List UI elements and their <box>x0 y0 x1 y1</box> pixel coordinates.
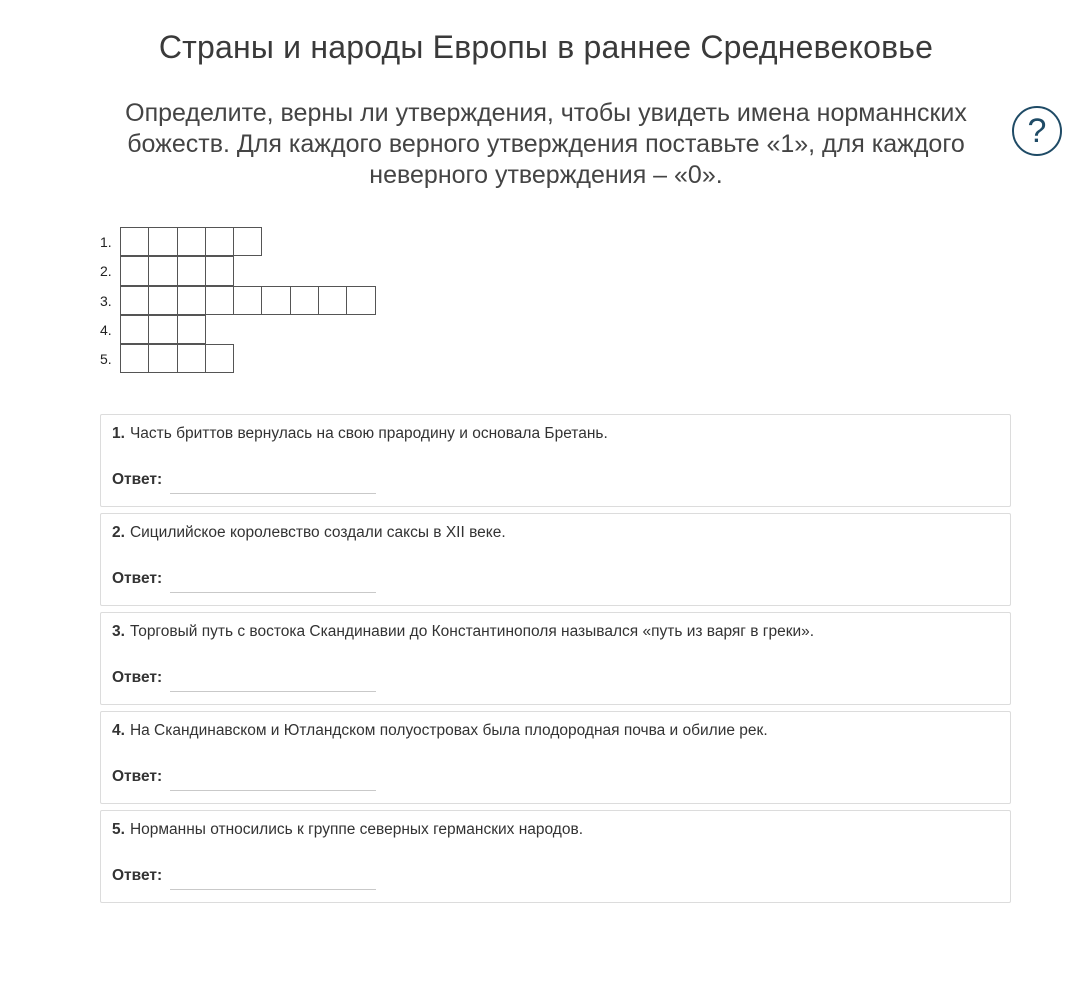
grid-cells <box>120 286 375 315</box>
grid-cell <box>120 227 149 256</box>
grid-cell <box>233 286 262 315</box>
question-text <box>112 821 583 839</box>
answer-input-5[interactable] <box>170 866 376 890</box>
page-title: Страны и народы Европы в раннее Средневековье <box>158 29 934 66</box>
grid-cell <box>177 286 206 315</box>
question-card-4 <box>100 711 1011 804</box>
grid-cell <box>346 286 375 315</box>
question-text <box>112 623 814 641</box>
grid-cell <box>120 315 149 344</box>
grid-row-label: 4. <box>100 321 112 338</box>
grid-cell <box>233 227 262 256</box>
grid-cell <box>205 286 234 315</box>
grid-cells <box>120 344 233 373</box>
grid-cell <box>205 256 234 285</box>
answer-label: Ответ: <box>112 471 163 488</box>
grid-row-label: 5. <box>100 351 112 368</box>
question-list <box>100 414 1011 909</box>
grid-cell <box>120 256 149 285</box>
question-statement: Часть бриттов вернулась на свою прародину и основала Бретань. <box>129 425 608 442</box>
grid-cell <box>148 344 177 373</box>
question-number: 5. <box>112 821 125 838</box>
grid-cells <box>120 227 261 256</box>
grid-cell <box>120 286 149 315</box>
grid-cell <box>261 286 290 315</box>
answer-input-4[interactable] <box>170 767 376 791</box>
question-statement: Торговый путь с востока Скандинавии до Константинополя назывался «путь из варяг в греки». <box>129 623 815 640</box>
answer-label: Ответ: <box>112 867 163 884</box>
grid-cell <box>177 315 206 344</box>
question-card-5 <box>100 810 1011 903</box>
question-statement: На Скандинавском и Ютландском полуостровах была плодородная почва и обилие рек. <box>129 722 768 739</box>
help-button[interactable]: ? <box>1012 106 1062 156</box>
grid-cell <box>290 286 319 315</box>
question-card-2 <box>100 513 1011 606</box>
question-statement: Норманны относились к группе северных германских народов. <box>129 821 584 838</box>
question-text <box>112 425 608 443</box>
answer-input-3[interactable] <box>170 668 376 692</box>
grid-cell <box>177 344 206 373</box>
question-number: 1. <box>112 425 125 442</box>
grid-cell <box>177 256 206 285</box>
grid-row-label: 2. <box>100 263 112 280</box>
grid-cell <box>205 227 234 256</box>
question-card-1 <box>100 414 1011 507</box>
grid-row-label: 1. <box>100 234 112 250</box>
question-statement: Сицилийское королевство создали саксы в XII веке. <box>129 524 506 541</box>
grid-cell <box>148 286 177 315</box>
answer-input-1[interactable] <box>170 470 376 494</box>
grid-cells <box>120 256 233 285</box>
grid-cell <box>205 344 234 373</box>
grid-cell <box>177 227 206 256</box>
grid-row-label: 3. <box>100 292 112 309</box>
grid-cell <box>318 286 347 315</box>
grid-cell <box>148 227 177 256</box>
answer-input-2[interactable] <box>170 569 376 593</box>
question-text <box>112 722 768 740</box>
question-number: 2. <box>112 524 125 541</box>
grid-cell <box>120 344 149 373</box>
grid-cells <box>120 315 205 344</box>
answer-label: Ответ: <box>112 570 163 587</box>
grid-cell <box>148 315 177 344</box>
answer-label: Ответ: <box>112 768 163 785</box>
question-number: 3. <box>112 623 125 640</box>
grid-cell <box>148 256 177 285</box>
task-instruction: Определите, верны ли утверждения, чтобы увидеть имена норманнских божеств. Для каждого верного утверждения поставьте «1», для каждого неверного утверждения – «0». <box>125 99 967 189</box>
answer-label: Ответ: <box>112 669 163 686</box>
question-number: 4. <box>112 722 125 739</box>
question-text <box>112 524 506 542</box>
question-card-3 <box>100 612 1011 705</box>
